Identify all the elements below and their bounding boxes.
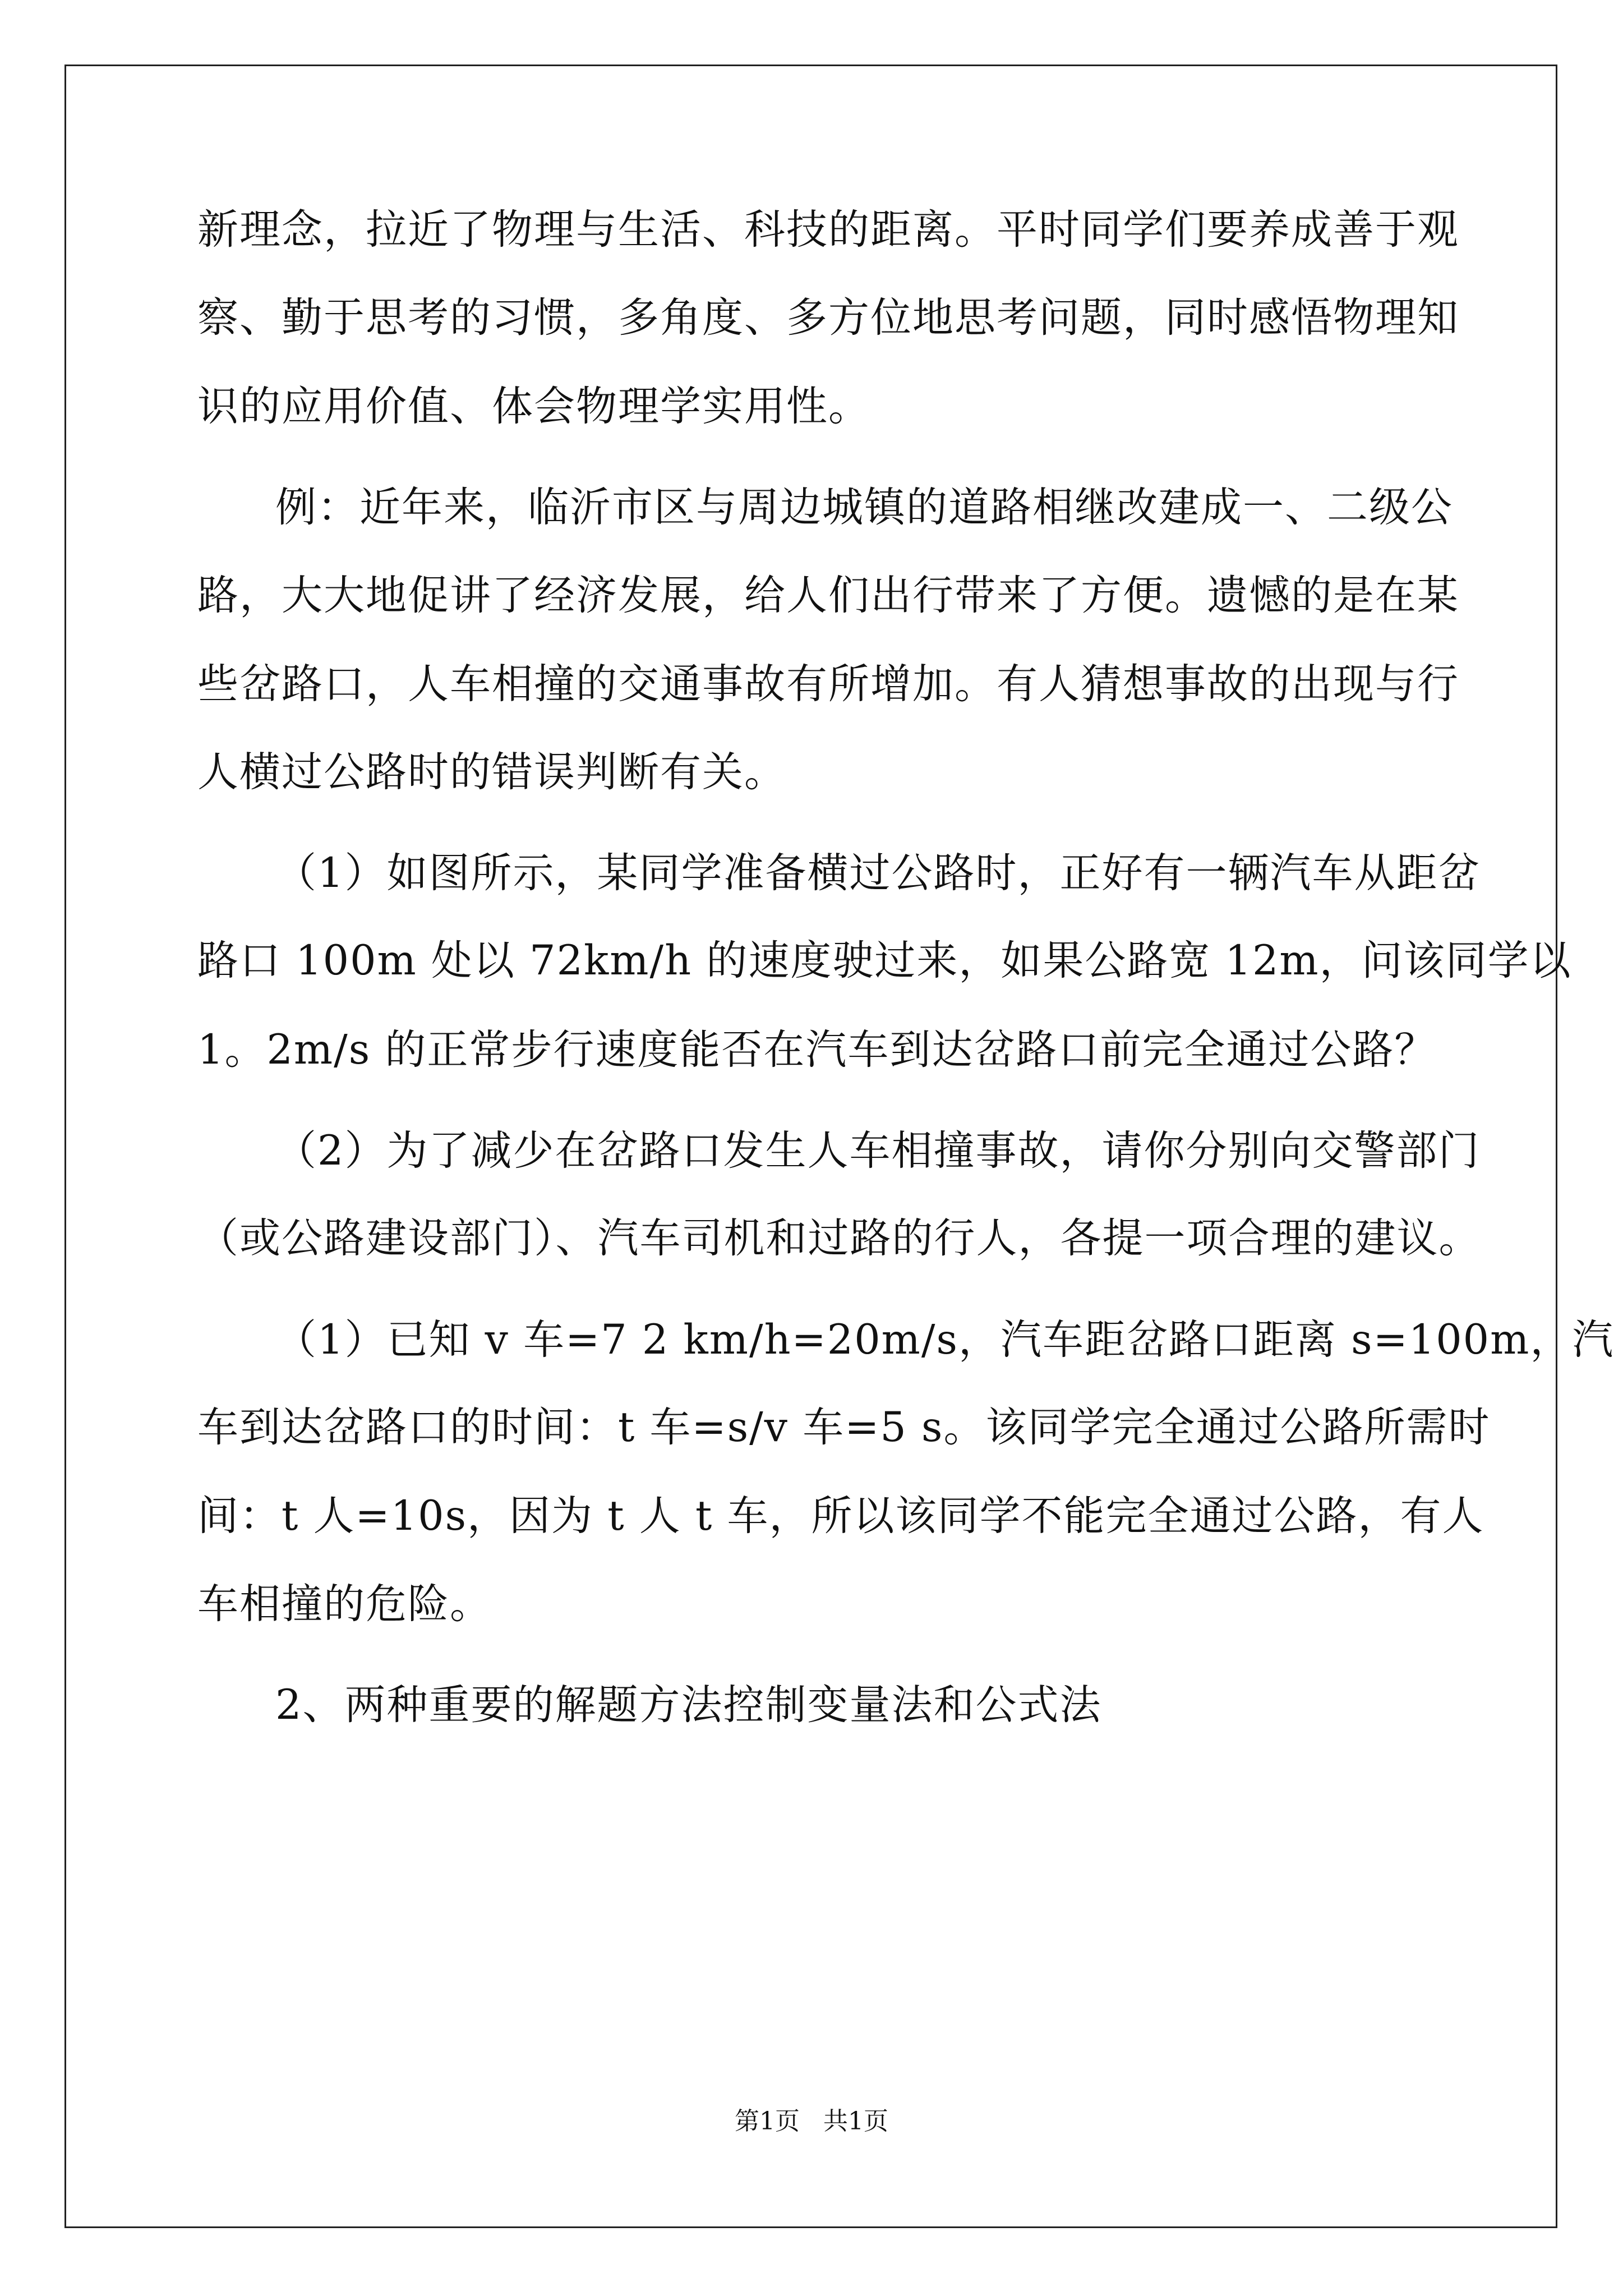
text-line: （1）如图所示，某同学准备横过公路时，正好有一辆汽车从距岔 (275, 849, 1481, 897)
text-line: 察、勤于思考的习惯，多角度、多方位地思考问题，同时感悟物理知 (197, 294, 1459, 342)
text-line: （2）为了减少在岔路口发生人车相撞事故，请你分别向交警部门 (275, 1127, 1481, 1175)
text-line: 路，大大地促讲了经济发展，给人们出行带来了方便。遗憾的是在某 (197, 572, 1459, 619)
text-line: 2、两种重要的解题方法控制变量法和公式法 (275, 1681, 1102, 1729)
text-line: 路口 100m 处以 72km/h 的速度驶过来，如果公路宽 12m，问该同学以 (197, 937, 1572, 984)
text-line: 1。2m/s 的正常步行速度能否在汽车到达岔路口前完全通过公路？ (197, 1026, 1437, 1074)
text-line: （或公路建设部门）、汽车司机和过路的行人，各提一项合理的建议。 (197, 1214, 1481, 1262)
text-line: 车到达岔路口的时间：t 车=s/v 车=5 s。该同学完全通过公路所需时 (197, 1404, 1491, 1451)
text-line: 识的应用价值、体会物理学实用性。 (197, 383, 870, 430)
text-line: 些岔路口，人车相撞的交通事故有所增加。有人猜想事故的出现与行 (197, 660, 1459, 708)
text-line: （1）已知 v 车=7 2 km/h=20m/s，汽车距岔路口距离 s=100m，汽 (275, 1316, 1615, 1364)
text-line: 新理念，拉近了物理与生活、科技的距离。平时同学们要养成善于观 (197, 206, 1459, 254)
text-line: 人横过公路时的错误判断有关。 (197, 748, 786, 796)
text-line: 例：近年来，临沂市区与周边城镇的道路相继改建成一、二级公 (275, 484, 1453, 531)
text-line: 间：t 人=10s，因为 t 人 t 车，所以该同学不能完全通过公路，有人 (197, 1492, 1484, 1540)
page-footer: 第1页 共1页 (735, 2107, 888, 2136)
text-line: 车相撞的危险。 (197, 1580, 492, 1628)
